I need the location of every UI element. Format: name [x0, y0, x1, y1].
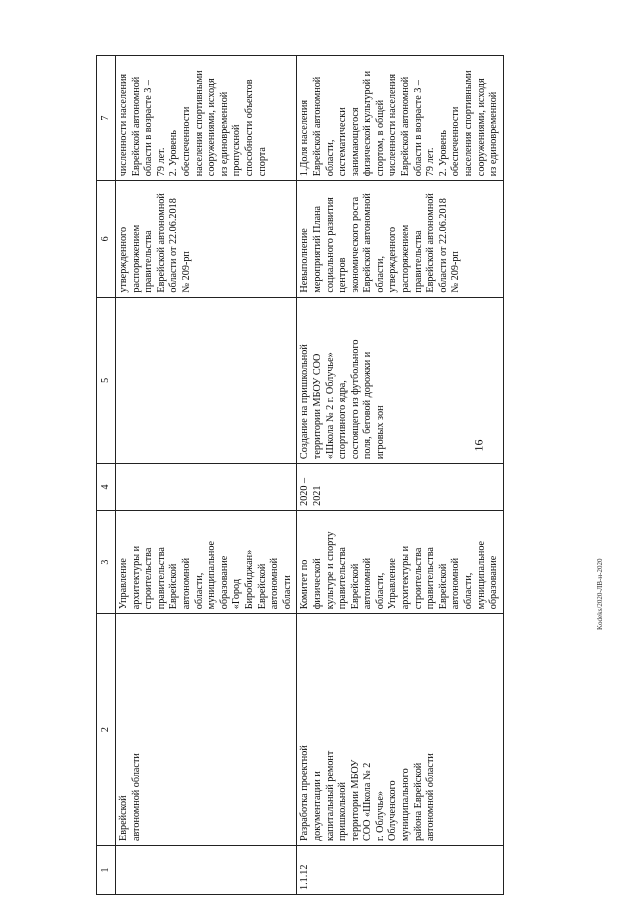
cell-number — [297, 846, 504, 895]
cell-period — [297, 464, 504, 511]
cell-text: 1.Доля населения Еврейской автономной области, систематически занимающегося физической культурой и спортом, в общей численности населения Еврейской автономной области в возрасте 3 – 79 лет. 2. Уровень обеспеченности населения спортивными сооружениями, исходя из единовременной — [299, 70, 500, 177]
cell-indicator — [116, 56, 297, 181]
cell-consequence — [116, 181, 297, 297]
cell-name — [116, 614, 297, 846]
col-header-7: 7 — [97, 56, 116, 181]
col-header-2: 2 — [97, 614, 116, 846]
cell-executor — [116, 510, 297, 613]
cell-text: Невыполнение мероприятий Плана социального развития центров экономического роста Еврейской автономной области, утвержденного распоряжением правительства Еврейской автономной области от 22.06.2018 № 209-рп — [299, 193, 462, 293]
cell-number — [116, 846, 297, 895]
page-number: 16 — [471, 439, 486, 452]
cell-text: Еврейской автономной области — [118, 753, 142, 842]
table-row-1-1-12 — [297, 56, 504, 895]
cell-result — [116, 297, 297, 463]
cell-executor — [297, 510, 504, 613]
cell-text: утвержденного распоряжением правительства Еврейской автономной области от 22.06.2018 № 209-рп — [118, 193, 192, 293]
cell-text: численности населения Еврейской автономной области в возрасте 3 – 79 лет. 2. Уровень обеспеченности населения спортивными сооружениями, исходя из единовременной пропускной способности объектов спорта — [118, 70, 268, 177]
cell-text: Разработка проектной документации и капитальный ремонт пришкольной территории МБОУ СОО «Школа № 2 г. Облучье» Облученского муниципального района Еврейской автономной области — [299, 745, 437, 842]
cell-text: Управление архитектуры и строительства правительства Еврейской автономной области, муниципальное образование «Город Биробиджан» Еврейской автономной области — [118, 540, 293, 610]
cell-text: 1.1.12 — [299, 864, 311, 890]
cell-consequence — [297, 181, 504, 297]
footer-stamp: Kodeks/2020-ЛВ-н-2020 — [596, 558, 604, 630]
col-header-1: 1 — [97, 846, 116, 895]
col-header-4: 4 — [97, 464, 116, 511]
cell-indicator — [297, 56, 504, 181]
measures-table — [96, 55, 504, 895]
cell-period — [116, 464, 297, 511]
cell-text: 2020 – 2021 — [299, 477, 323, 506]
col-header-3: 3 — [97, 510, 116, 613]
header-row — [97, 56, 116, 895]
col-header-6: 6 — [97, 181, 116, 297]
cell-result — [297, 297, 504, 463]
table-row-continued — [116, 56, 297, 895]
cell-name — [297, 614, 504, 846]
col-header-5: 5 — [97, 297, 116, 463]
cell-text: Комитет по физической культуре и спорту правительства Еврейской автономной области, Управление архитектуры и строительства правительства Еврейской автономной области, муниципальное образование — [299, 531, 500, 610]
cell-text: Создание на пришкольной территории МБОУ СОО «Школа № 2 г. Облучье» спортивного ядра, состоящего из футбольного поля, беговой дорожки и игровых зон — [299, 339, 386, 460]
